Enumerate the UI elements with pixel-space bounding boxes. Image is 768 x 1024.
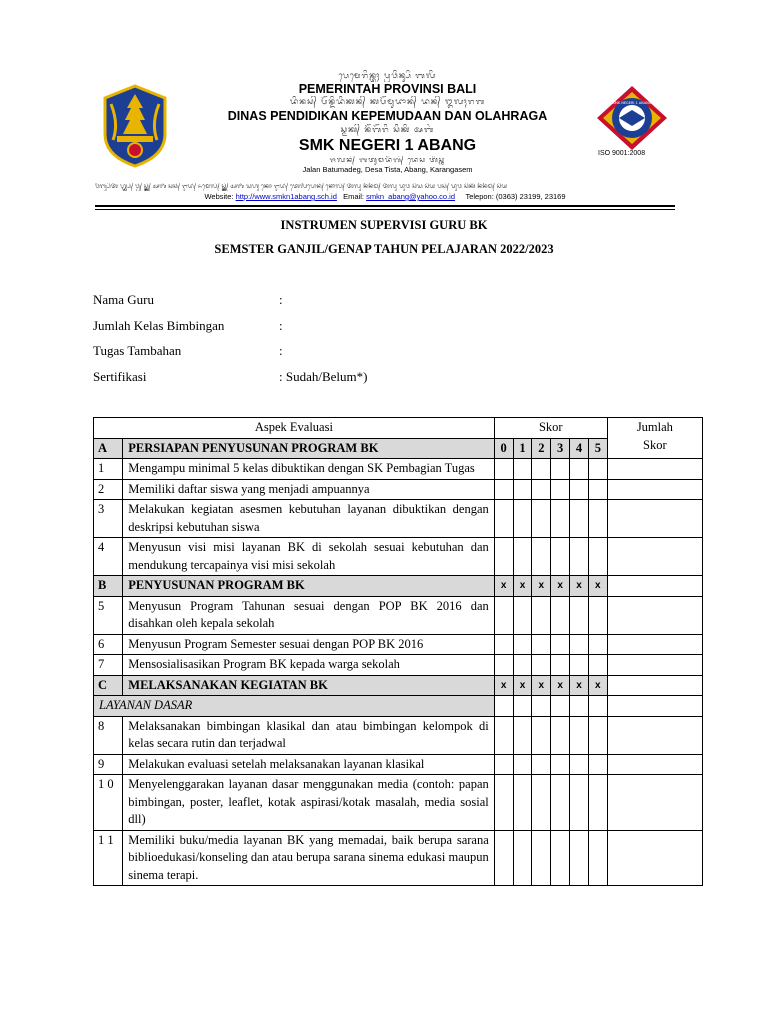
score-cell[interactable] [494,500,513,538]
item-number: 4 [94,538,123,576]
score-cell[interactable] [494,538,513,576]
letterhead [95,70,675,204]
identity-value: : Sudah/Belum*) [279,368,368,384]
score-cell[interactable] [588,459,607,480]
total-score-cell[interactable] [607,830,702,886]
table-row [94,479,703,500]
balinese-script-line: ᬤᬶᬦᬲ᭄ ᬧᭂᬦ᭄ᬤᬶᬤᬶᬓᬦ᭄ ᬓᬧᭂᬫᬸᬤᬵᬦ᭄ ᬤᬦ᭄ ᬑᬮᬄᬭᬕ [289,97,486,106]
score-cell[interactable] [494,479,513,500]
score-cell[interactable] [513,479,532,500]
x-mark: x [570,675,589,696]
item-text: Menyusun visi misi layanan BK di sekolah sesuai kebutuhan dan mendukung tercapainya visi misi sekolah [123,538,494,576]
total-score-cell[interactable] [607,716,702,754]
score-cell[interactable] [532,596,551,634]
score-col-3: 3 [551,438,570,459]
document-title: INSTRUMEN SUPERVISI GURU BK [280,218,488,232]
letterhead-text [185,70,590,175]
item-text: Memiliki daftar siswa yang menjadi ampuannya [123,479,494,500]
table-row [94,655,703,676]
phone-number: Telepon: (0363) 23199, 23169 [465,192,566,201]
item-text: Menyusun Program Tahunan sesuai dengan POP BK 2016 dan disahkan oleh kepala sekolah [123,596,494,634]
balinese-script-line: ᬲ᭄ᬫᬓ᭄ ᬦᭂᬕᭂᬭᬶ ᬲᬶᬓᬶ ᬅᬩᬂ [340,125,435,134]
identity-value: : [279,292,283,307]
score-cell[interactable] [494,634,513,655]
score-cell[interactable] [513,634,532,655]
table-row [94,830,703,886]
score-cell[interactable] [551,634,570,655]
x-mark: x [513,576,532,597]
x-mark: x [494,675,513,696]
score-col-1: 1 [513,438,532,459]
header-aspect: Aspek Evaluasi [94,418,495,439]
total-score-cell[interactable] [607,596,702,634]
score-cell[interactable] [570,830,589,886]
score-cell[interactable] [513,716,532,754]
teacher-identity [93,292,493,394]
identity-value: : [279,317,283,333]
x-mark: x [588,675,607,696]
identity-value: : [279,343,283,358]
bali-province-emblem [99,84,171,168]
section-title: PENYUSUNAN PROGRAM BK [123,576,494,597]
score-cell[interactable] [551,716,570,754]
x-mark: x [570,576,589,597]
total-score-cell [607,675,702,696]
score-cell[interactable] [494,716,513,754]
score-cell[interactable] [588,479,607,500]
score-cell[interactable] [513,596,532,634]
score-cell[interactable] [551,500,570,538]
table-row [94,459,703,480]
score-cell[interactable] [588,655,607,676]
table-row [94,500,703,538]
balinese-script-line: ᬚᬮᬦ᭄ ᬩᬢᬸᬫᬤᭂᬕ᭄ ᬤᬾᬲ ᬢᬶᬲ᭄ᬢ [329,156,446,164]
identity-label: Tugas Tambahan [93,343,182,358]
score-cell[interactable] [494,459,513,480]
email-label: Email: [343,192,367,201]
score-cell[interactable] [570,754,589,775]
score-cell[interactable] [494,775,513,831]
score-cell[interactable] [588,754,607,775]
score-cell[interactable] [570,775,589,831]
total-score-cell[interactable] [607,500,702,538]
government-name: PEMERINTAH PROVINSI BALI [298,82,477,96]
total-score-cell[interactable] [607,459,702,480]
table-row [94,716,703,754]
item-text: Melaksanakan bimbingan klasikal dan atau bimbingan kelompok di kelas secara rutin dan terjadwal [123,716,494,754]
item-text: Mengampu minimal 5 kelas dibuktikan dengan SK Pembagian Tugas [123,459,494,480]
score-cell[interactable] [532,634,551,655]
balinese-script-contact-line: ᬯᭂᬩ᭄ᬲᬶᬢᭂ ᬳ᭄ᬢ᭄ᬢ᭄ᬧ᭄ ᬯ᭄ᬯ᭄ᬯ᭄ ᬲ᭄ᬫ᭄ᬓ᭄ᬦ᭄ ᬅᬩᬂ ᬲᬘ᭄ ᬇᬤ᭄ ᬏᬫᬾᬮ᭄ ᬲ᭄ᬫ᭄ᬓ᭄ᬦ᭄ ᬅᬩᬂ ᬬᬳᬸ ᬓᭀ ᬇᬤ᭄ ᬢᬾᬮᭂᬧᭀᬦ᭄ ᬦᭀᬮ᭄ ᬢᭂᬮᬸ ᬦᭂᬦᭂᬫ᭄ ᬢᭂᬮᬸ ᬤᬸᬯ ᬲᬶᬬ ᬲᬶᬬ ᬧᬲ᭄ ᬤᬸᬯ ᬲᬶᬓᬶ ᬦᭂᬦᭂᬫ᭄ ᬲᬶᬬ [95,183,508,190]
subsection-row [94,696,703,717]
score-cell[interactable] [513,459,532,480]
item-text: Mensosialisasikan Program BK kepada warga sekolah [123,655,494,676]
score-cell[interactable] [551,479,570,500]
item-text: Menyelenggarakan layanan dasar menggunakan media (contoh: papan bimbingan, poster, leaflet, kotak aspirasi/kotak masalah, media sosial dll) [123,775,494,831]
school-logo-text: SMK NEGERI 1 ABANG [612,101,652,105]
total-score-cell[interactable] [607,479,702,500]
score-cell[interactable] [513,538,532,576]
score-cell[interactable] [532,479,551,500]
header-total-score: Jumlah Skor [607,418,702,459]
item-number: 9 [94,754,123,775]
item-number: 1 1 [94,830,123,886]
item-number: 1 0 [94,775,123,831]
score-cell[interactable] [513,655,532,676]
score-cell[interactable] [513,754,532,775]
score-cell[interactable] [570,655,589,676]
x-mark: x [588,576,607,597]
score-cell[interactable] [532,538,551,576]
item-number: 7 [94,655,123,676]
score-cell[interactable] [551,830,570,886]
x-mark: x [532,576,551,597]
score-cell[interactable] [588,775,607,831]
contact-line [95,192,675,202]
score-cell[interactable] [532,655,551,676]
score-cell[interactable] [588,634,607,655]
score-cell[interactable] [570,634,589,655]
evaluation-table [93,417,703,886]
table-row [94,538,703,576]
item-text: Melakukan kegiatan asesmen kebutuhan layanan dibuktikan dengan deskripsi kebutuhan siswa [123,500,494,538]
score-cell[interactable] [532,500,551,538]
total-score-cell[interactable] [607,538,702,576]
x-mark: x [513,675,532,696]
score-cell[interactable] [588,596,607,634]
score-cell[interactable] [551,538,570,576]
section-row-c [94,675,703,696]
score-cell[interactable] [494,754,513,775]
section-code: A [94,438,123,459]
identity-label: Nama Guru [93,292,155,307]
balinese-script-line: ᬧᬾᬫᬾᬭᬶᬦ᭄ᬢᬄ ᬧ᭄ᬭᬯᬶᬦ᭄ᬲᬶ ᬩᬮᬶ [338,71,437,80]
score-cell[interactable] [532,459,551,480]
score-cell[interactable] [551,596,570,634]
score-cell[interactable] [570,500,589,538]
item-text: Memiliki buku/media layanan BK yang memadai, baik berupa sarana biblioedukasi/konseling dan atau berupa sarana sinema edukasi maupun sinema terapi. [123,830,494,886]
score-cell[interactable] [532,830,551,886]
header-score: Skor [494,418,607,439]
total-score-cell[interactable] [607,754,702,775]
section-code: C [94,675,123,696]
table-row [94,775,703,831]
section-row-b [94,576,703,597]
score-cell[interactable] [494,596,513,634]
item-number: 6 [94,634,123,655]
email-link[interactable]: smkn_abang@yahoo.co.id [366,192,456,201]
score-col-2: 2 [532,438,551,459]
score-col-4: 4 [570,438,589,459]
school-name: SMK NEGERI 1 ABANG [298,137,477,154]
score-cell[interactable] [513,500,532,538]
score-cell[interactable] [532,716,551,754]
score-cell[interactable] [551,775,570,831]
table-row [94,596,703,634]
department-name: DINAS PENDIDIKAN KEPEMUDAAN DAN OLAHRAGA [227,109,548,123]
total-score-cell[interactable] [607,634,702,655]
identity-label: Sertifikasi [93,368,147,384]
item-number: 5 [94,596,123,634]
score-col-0: 0 [494,438,513,459]
score-cell[interactable] [494,655,513,676]
table-row [94,754,703,775]
x-mark: x [494,576,513,597]
item-number: 2 [94,479,123,500]
score-col-5: 5 [588,438,607,459]
total-score-cell[interactable] [607,655,702,676]
section-title: PERSIAPAN PENYUSUNAN PROGRAM BK [123,438,494,459]
item-number: 3 [94,500,123,538]
score-cell[interactable] [494,830,513,886]
item-number: 1 [94,459,123,480]
table-header-row [94,418,703,439]
website-label: Website: [204,192,236,201]
score-cell[interactable] [551,754,570,775]
school-address: Jalan Batumadeg, Desa Tista, Abang, Karangasem [302,165,473,174]
x-mark: x [551,675,570,696]
score-cell[interactable] [570,596,589,634]
identity-label: Jumlah Kelas Bimbingan [93,317,225,333]
item-text: Melakukan evaluasi setelah melaksanakan layanan klasikal [123,754,494,775]
score-cell[interactable] [588,716,607,754]
letterhead-divider [95,209,675,210]
score-cell[interactable] [551,459,570,480]
letterhead-divider [95,205,675,207]
section-code: B [94,576,123,597]
score-cell[interactable] [570,716,589,754]
score-cell[interactable] [532,754,551,775]
website-link[interactable]: http://www.smkn1abang.sch.id [235,192,337,201]
iso-certification: ISO 9001:2008 [598,150,646,157]
section-title: MELAKSANAKAN KEGIATAN BK [123,675,494,696]
score-cell[interactable] [588,830,607,886]
total-score-cell [607,576,702,597]
score-cell[interactable] [570,479,589,500]
document-subtitle: SEMSTER GANJIL/GENAP TAHUN PELAJARAN 2022/2023 [214,242,554,256]
score-cell[interactable] [588,538,607,576]
item-number: 8 [94,716,123,754]
score-cell[interactable] [570,459,589,480]
score-cell[interactable] [551,655,570,676]
score-cell[interactable] [513,830,532,886]
score-cell[interactable] [588,500,607,538]
subsection-title: LAYANAN DASAR [94,696,495,717]
x-mark: x [532,675,551,696]
score-cell[interactable] [570,538,589,576]
table-row [94,634,703,655]
score-cell[interactable] [513,775,532,831]
score-cell[interactable] [532,775,551,831]
total-score-cell[interactable] [607,775,702,831]
item-text: Menyusun Program Semester sesuai dengan POP BK 2016 [123,634,494,655]
x-mark: x [551,576,570,597]
